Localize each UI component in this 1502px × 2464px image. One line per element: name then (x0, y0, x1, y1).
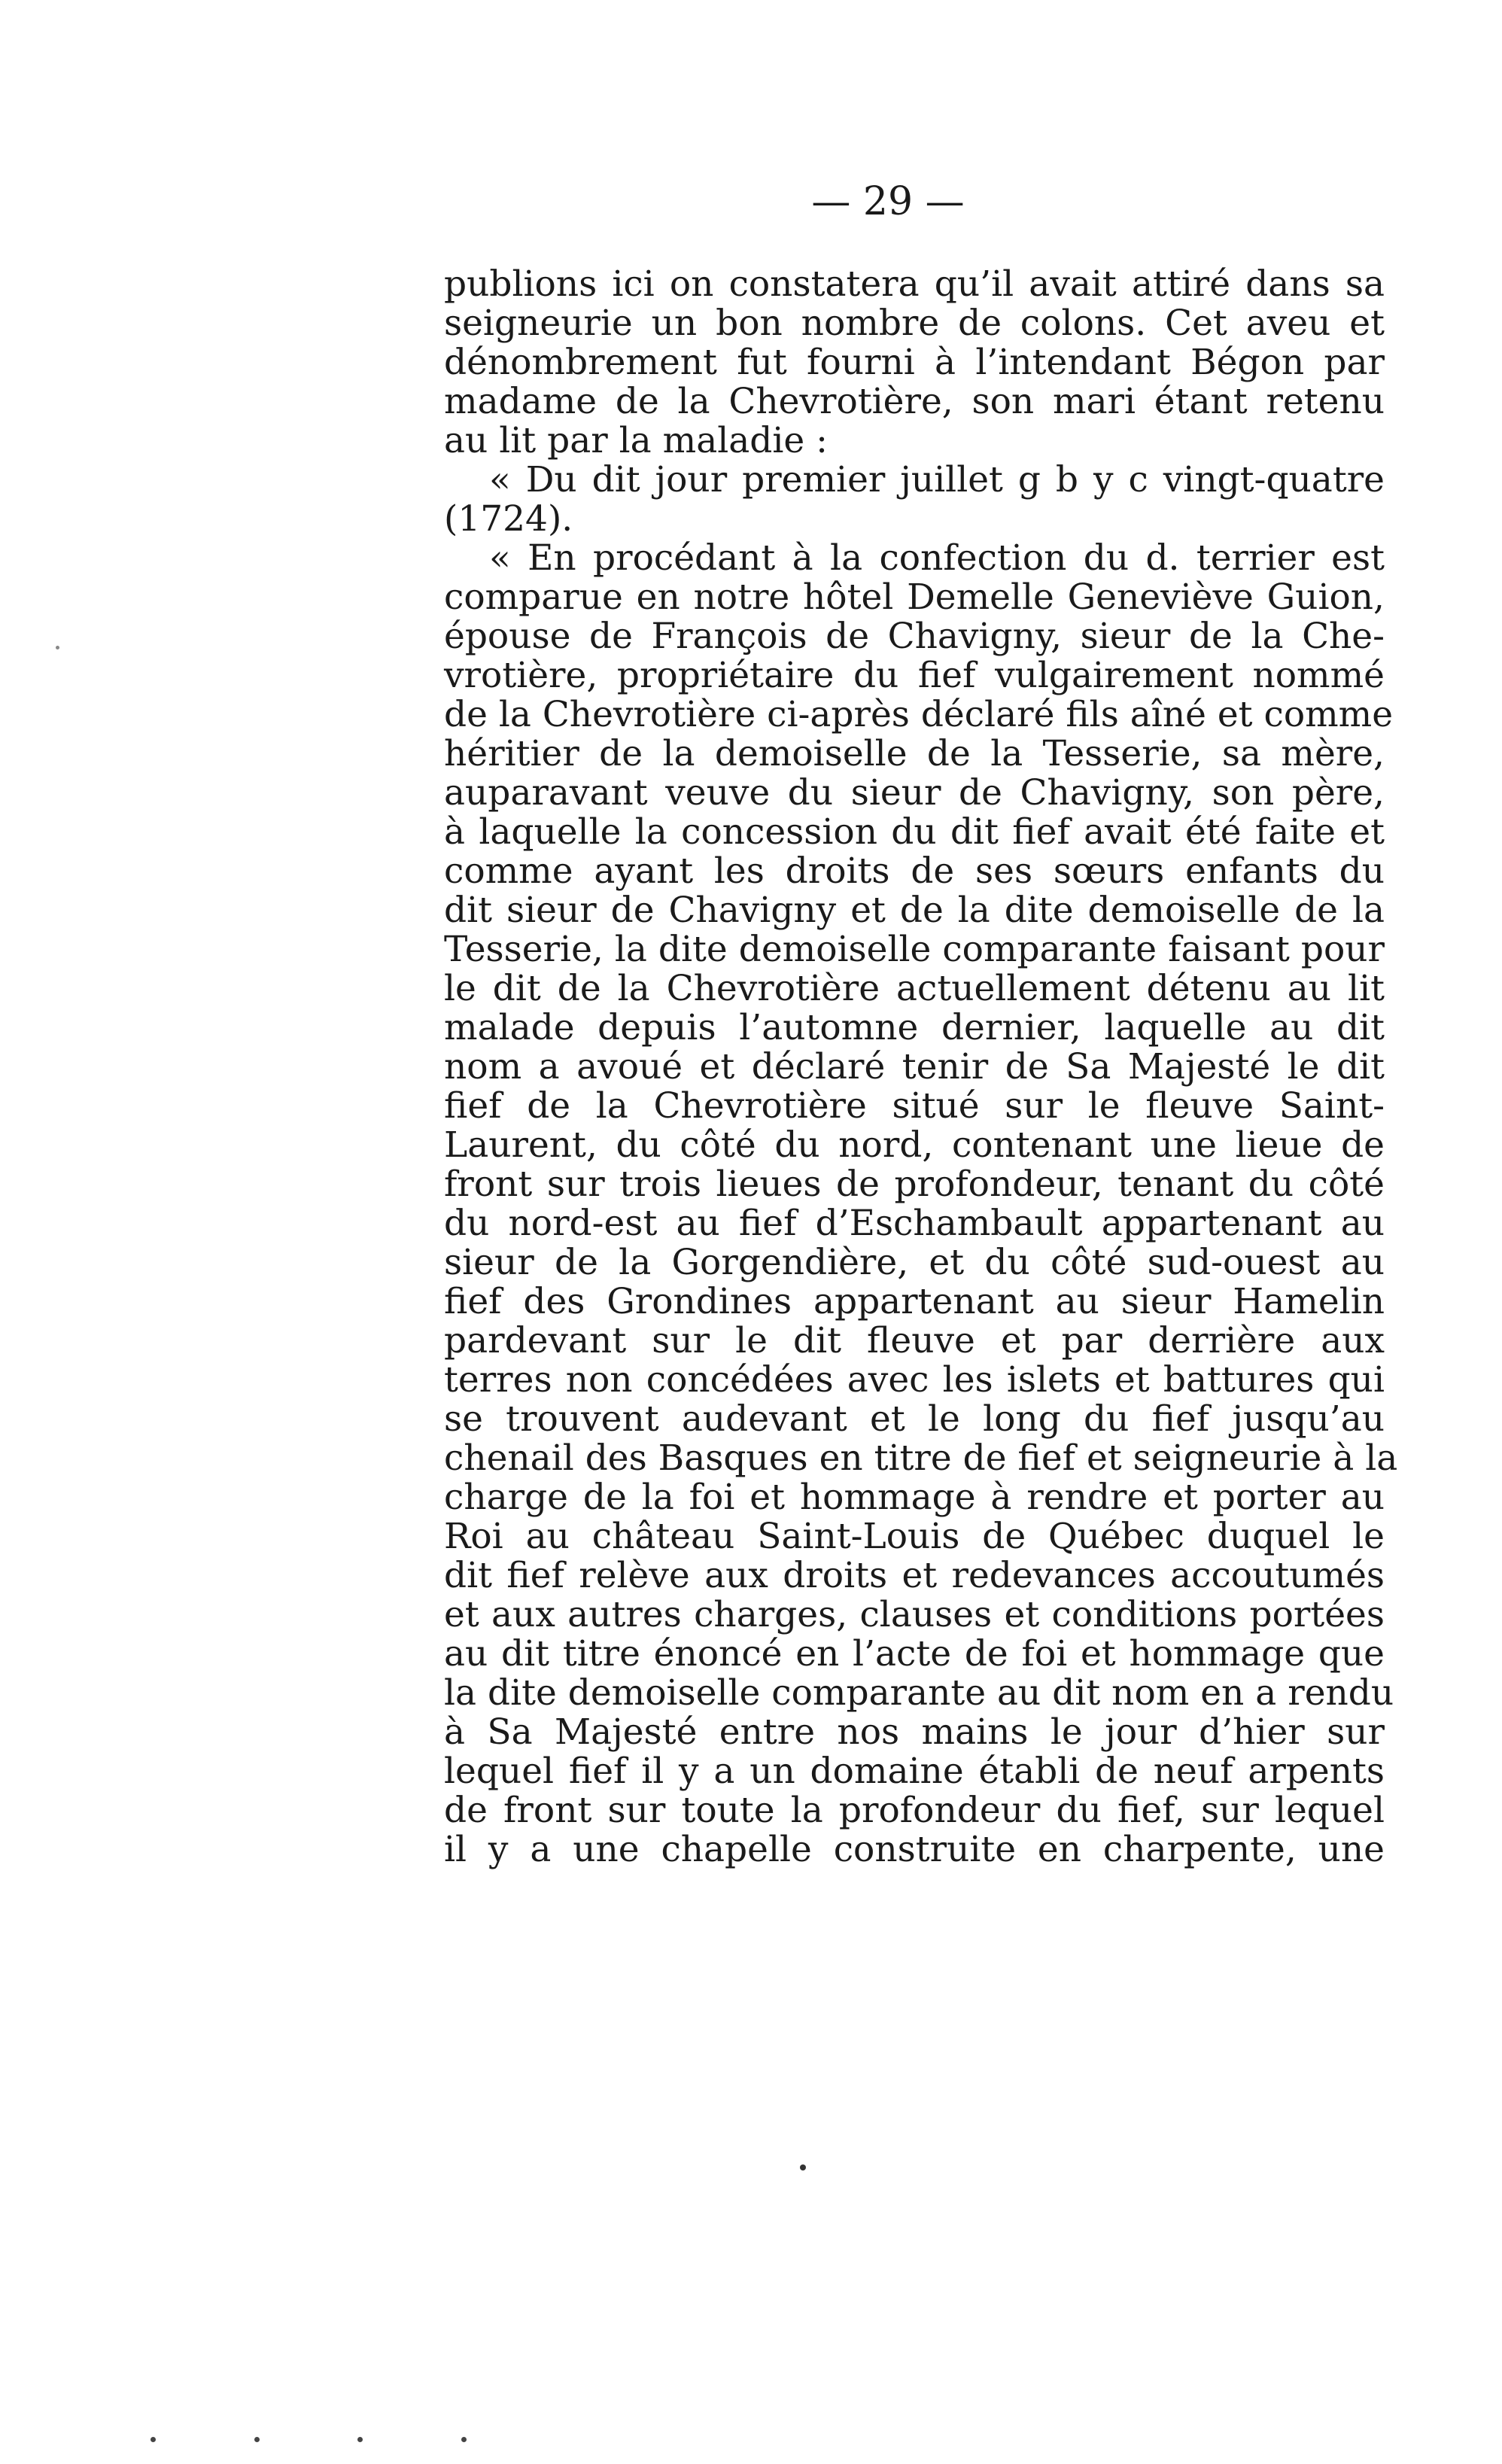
text-line: à Sa Majesté entre nos mains le jour d’hier sur (444, 1711, 1385, 1753)
ink-speck (56, 646, 59, 649)
ink-speck (254, 2437, 260, 2442)
text-line: comparue en notre hôtel Demelle Geneviève Guion, (444, 576, 1385, 618)
page-number: — 29 — (811, 179, 965, 224)
text-line: charge de la foi et hommage à rendre et porter au (444, 1477, 1385, 1518)
text-line: pardevant sur le dit fleuve et par derrière aux (444, 1320, 1385, 1361)
text-line: et aux autres charges, clauses et conditions portées (444, 1594, 1385, 1635)
text-line: auparavant veuve du sieur de Chavigny, son père, (444, 772, 1385, 814)
text-line: de front sur toute la profondeur du fief, sur lequel (444, 1790, 1385, 1831)
text-line: « En procédant à la confection du d. terrier est (489, 537, 1385, 579)
text-line: dit sieur de Chavigny et de la dite demoiselle de la (444, 890, 1385, 931)
text-line: de la Chevrotière ci-après déclaré fils aîné et comme (444, 694, 1394, 735)
text-line: terres non concédées avec les islets et battures qui (444, 1359, 1385, 1401)
text-line: fief des Grondines appartenant au sieur Hamelin (444, 1281, 1385, 1322)
text-line: lequel fief il y a un domaine établi de neuf arpents (444, 1751, 1385, 1792)
text-line: le dit de la Chevrotière actuellement détenu au lit (444, 968, 1385, 1009)
text-line: la dite demoiselle comparante au dit nom en a rendu (444, 1672, 1394, 1714)
text-line: au lit par la maladie : (444, 420, 828, 461)
text-line: sieur de la Gorgendière, et du côté sud-ouest au (444, 1242, 1385, 1283)
text-line: Laurent, du côté du nord, contenant une lieue de (444, 1124, 1385, 1166)
text-line: fief de la Chevrotière situé sur le fleuve Saint- (444, 1085, 1385, 1127)
text-line: Roi au château Saint-Louis de Québec duquel le (444, 1516, 1385, 1557)
bottom-edge-specks (151, 2437, 467, 2444)
ink-speck (357, 2437, 363, 2442)
ink-speck (461, 2437, 467, 2442)
text-line: publions ici on constatera qu’il avait attiré dans sa (444, 263, 1385, 305)
text-line: chenail des Basques en titre de fief et seigneurie à la (444, 1437, 1398, 1479)
text-line: comme ayant les droits de ses sœurs enfants du (444, 850, 1385, 892)
ink-speck (151, 2437, 156, 2442)
text-line: se trouvent audevant et le long du fief jusqu’au (444, 1398, 1385, 1440)
text-line: « Du dit jour premier juillet g b y c vingt-quatre (489, 459, 1385, 500)
text-line: dénombrement fut fourni à l’intendant Bégon par (444, 342, 1385, 383)
text-line: madame de la Chevrotière, son mari étant retenu (444, 381, 1385, 422)
text-line: il y a une chapelle construite en charpente, une (444, 1829, 1385, 1870)
ink-speck (800, 2164, 806, 2170)
text-line: malade depuis l’automne dernier, laquelle au dit (444, 1007, 1385, 1048)
text-line: nom a avoué et déclaré tenir de Sa Majesté le dit (444, 1046, 1385, 1088)
text-line: au dit titre énoncé en l’acte de foi et hommage que (444, 1633, 1385, 1675)
text-line: à laquelle la concession du dit fief avait été faite et (444, 811, 1385, 853)
text-line: seigneurie un bon nombre de colons. Cet aveu et (444, 303, 1385, 344)
text-line: du nord-est au fief d’Eschambault appartenant au (444, 1203, 1385, 1244)
text-line: Tesserie, la dite demoiselle comparante faisant pour (444, 929, 1385, 970)
text-line: héritier de la demoiselle de la Tesserie, sa mère, (444, 733, 1385, 774)
text-line: dit fief relève aux droits et redevances accoutumés (444, 1555, 1385, 1596)
text-line: vrotière, propriétaire du fief vulgairement nommé (444, 655, 1385, 696)
text-line: (1724). (444, 498, 573, 540)
text-line: épouse de François de Chavigny, sieur de la Che- (444, 616, 1385, 657)
text-line: front sur trois lieues de profondeur, tenant du côté (444, 1164, 1385, 1205)
body-text (444, 263, 1398, 1870)
